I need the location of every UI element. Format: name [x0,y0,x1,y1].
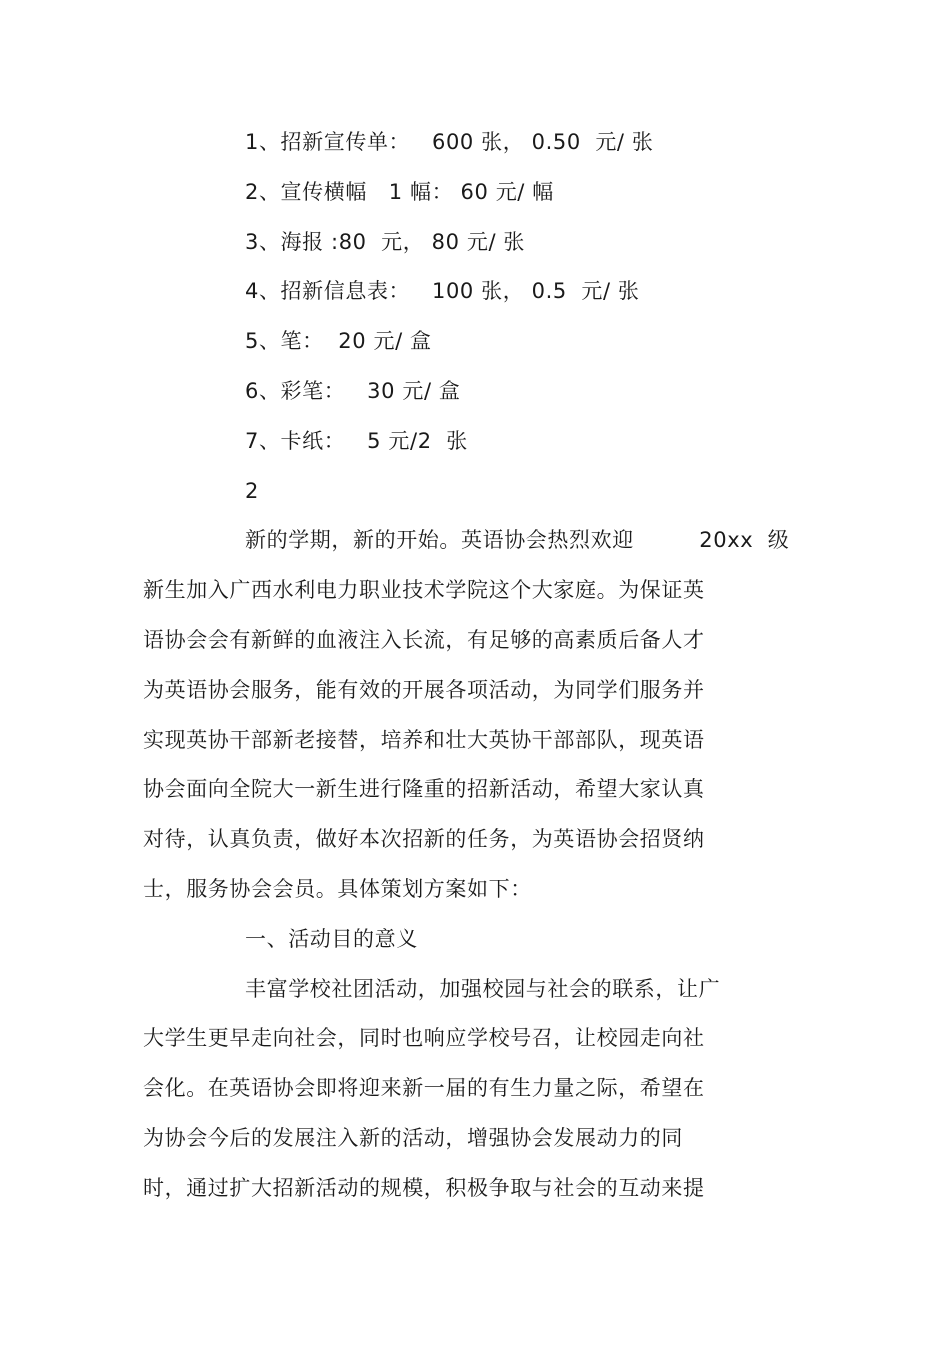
purpose-line-1: 丰富学校社团活动，加强校园与社会的联系，让广 [245,977,721,1001]
purpose-line-4: 为协会今后的发展注入新的活动，增强协会发展动力的同 [143,1126,683,1150]
purpose-line-2: 大学生更早走向社会，同时也响应学校号召，让校园走向社 [143,1026,705,1050]
intro-line-8: 士，服务协会会员。具体策划方案如下： [143,877,532,901]
budget-item-4: 4、招新信息表： 100 张， 0.5 元/ 张 [245,279,640,303]
purpose-line-5: 时，通过扩大招新活动的规模，积极争取与社会的互动来提 [143,1176,705,1200]
intro-line-5: 实现英协干部新老接替，培养和壮大英协干部部队，现英语 [143,728,705,752]
heading-activity-purpose: 一、活动目的意义 [245,927,418,951]
intro-line-3: 语协会会有新鲜的血液注入长流，有足够的高素质后备人才 [143,628,705,652]
budget-item-1: 1、招新宣传单： 600 张， 0.50 元/ 张 [245,130,654,154]
section-number: 2 [245,479,259,503]
budget-item-6: 6、彩笔： 30 元/ 盒 [245,379,461,403]
budget-item-5: 5、笔： 20 元/ 盒 [245,329,432,353]
budget-item-2: 2、宣传横幅 1 幅： 60 元/ 幅 [245,180,554,204]
intro-line-4: 为英语协会服务，能有效的开展各项活动，为同学们服务并 [143,678,705,702]
budget-item-7: 7、卡纸： 5 元/2 张 [245,429,468,453]
intro-line-1: 新的学期，新的开始。英语协会热烈欢迎 20xx 级 [245,528,790,552]
budget-item-3: 3、海报 :80 元， 80 元/ 张 [245,230,526,254]
intro-line-6: 协会面向全院大一新生进行隆重的招新活动，希望大家认真 [143,777,705,801]
intro-line-7: 对待，认真负责，做好本次招新的任务，为英语协会招贤纳 [143,827,705,851]
intro-line-2: 新生加入广西水利电力职业技术学院这个大家庭。为保证英 [143,578,705,602]
purpose-line-3: 会化。在英语协会即将迎来新一届的有生力量之际，希望在 [143,1076,705,1100]
